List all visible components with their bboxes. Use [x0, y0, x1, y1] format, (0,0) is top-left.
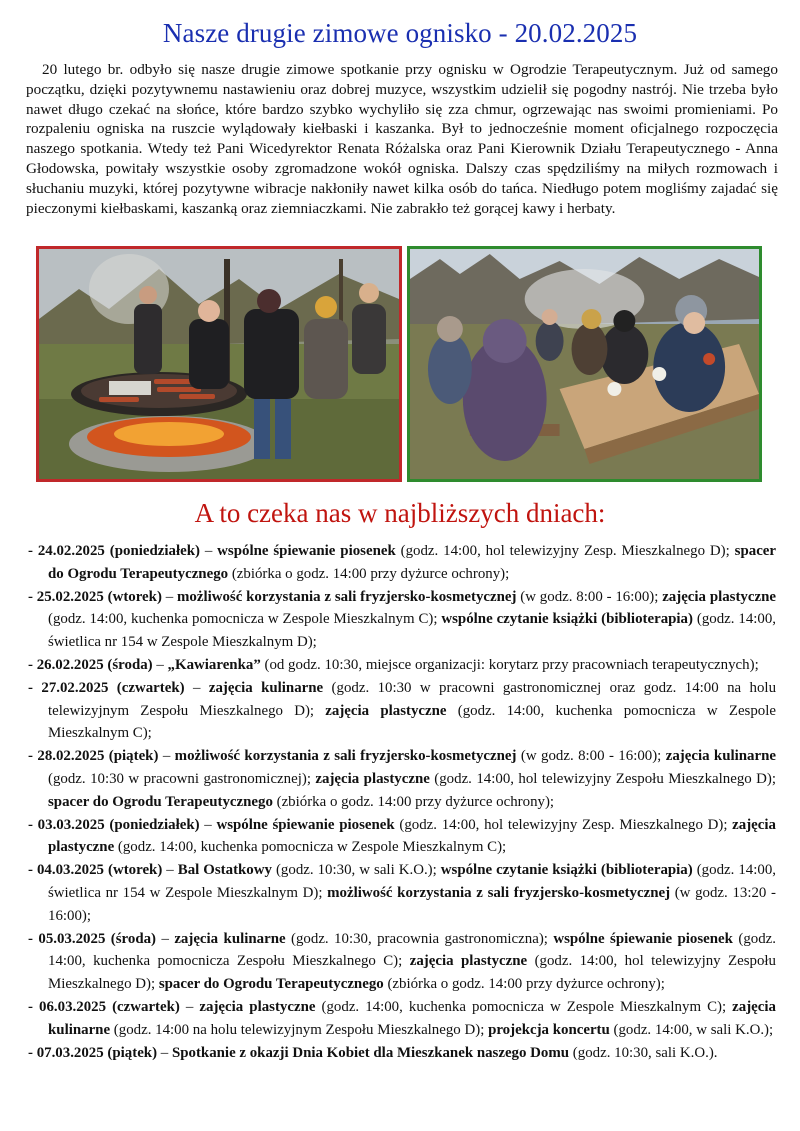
schedule-entry	[24, 586, 776, 654]
schedule-entry	[24, 745, 776, 813]
entry-bold-text: zajęcia plastyczne	[199, 998, 316, 1015]
photo-grill-fire	[36, 246, 402, 482]
entry-text: –	[157, 1044, 172, 1061]
entry-text: (godz. 10:30, pracownia gastronomiczna);	[285, 930, 554, 947]
page-title: Nasze drugie zimowe ognisko - 20.02.2025	[162, 18, 638, 48]
entry-bold-text: zajęcia plastyczne	[48, 816, 776, 856]
entry-bold-text: 24.02.2025 (poniedziałek)	[37, 543, 200, 559]
entry-text: (godz. 14:00, hol telewizyjny Zesp. Mieszkalnego D);	[394, 816, 733, 833]
entry-text: (w godz. 13:20 - 16:00);	[48, 884, 776, 924]
entry-bold-text: zajęcia plastyczne	[662, 588, 776, 605]
entry-text: (w godz. 8:00 - 16:00);	[516, 748, 666, 765]
entry-bold-text: 03.03.2025 (poniedziałek)	[37, 816, 200, 833]
entry-bold-text: 06.03.2025 (czwartek)	[39, 998, 180, 1015]
entry-text: –	[158, 748, 175, 765]
entry-text: (godz. 14:00 na holu telewizyjnym Zespołu Mieszkalnego D);	[110, 1021, 489, 1038]
entry-bold-text: Spotkanie z okazji Dnia Kobiet dla Mieszkanek naszego Domu	[171, 1044, 570, 1061]
entry-bold-text: 05.03.2025 (środa)	[38, 930, 157, 947]
intro-paragraph: 20 lutego br. odbyło się nasze drugie zimowe spotkanie przy ognisku w Ogrodzie Terapeutycznym. Już od samego początku, dzięki pozytywnemu nastawieniu oraz dobrej muzyce, wszystkim udzielił się pogodny nastrój. Nie trzeba było nawet długo czekać na słońce, które bardzo szybko wychyliło się zza chmur, ogrzewając nas swoimi promieniami. Po rozpaleniu ogniska na ruszcie wylądowały kiełbaski i kaszanka. Był to jednocześnie moment oficjalnego rozpoczęcia naszego spotkania. Wtedy też Pani Wicedyrektor Renata Różalska oraz Pani Kierownik Działu Terapeutycznego - Anna Głodowska, powitały wszystkie osoby zgromadzone wokół ogniska. Dalszy czas spędziliśmy na miłych rozmowach i słuchaniu muzyki, której pozytywne wibracje nakłoniły nawet kilka osób do tańca. Niedługo potem mogliśmy zajadać się pieczonymi kiełbaskami, kaszanką oraz ziemniaczkami. Nie zabrakło też gorącej kawy i herbaty.	[26, 61, 778, 217]
entry-text: –	[161, 588, 177, 605]
schedule-entry	[24, 928, 776, 996]
entry-text: (godz. 14:00, hol telewizyjny Zespołu Mieszkalnego D);	[429, 770, 777, 787]
entry-text: –	[199, 543, 218, 559]
entry-bold-text: zajęcia kulinarne	[174, 930, 286, 947]
entry-text: (godz. 10:30 w pracowni gastronomicznej oraz godz. 14:00 na holu telewizyjnym Zespołu Mieszkalnego D);	[48, 679, 777, 719]
entry-bold-text: „Kawiarenka”	[167, 656, 261, 673]
entry-bold-text: wspólne śpiewanie piosenek	[553, 930, 733, 947]
entry-text: –	[162, 862, 178, 879]
entry-text: (godz. 14:00, kuchenka pomocnicza w Zespole Mieszkalnym C);	[315, 998, 733, 1015]
entry-bold-text: zajęcia kulinarne	[208, 679, 324, 696]
event-schedule-list	[24, 540, 776, 1064]
entry-bold-text: możliwość korzystania z sali fryzjersko-kosmetycznej	[177, 588, 517, 605]
entry-text: (godz. 14:00, hol telewizyjny Zespołu Mieszkalnego D);	[48, 953, 776, 993]
entry-bold-text: spacer do Ogrodu Terapeutycznego	[48, 543, 777, 582]
entry-dash: -	[28, 543, 38, 559]
entry-text: –	[152, 656, 168, 673]
entry-text: –	[156, 930, 175, 947]
entry-bold-text: zajęcia plastyczne	[315, 770, 430, 787]
entry-bold-text: spacer do Ogrodu Terapeutycznego	[158, 976, 384, 993]
entry-bold-text: 07.03.2025 (piątek)	[36, 1044, 158, 1061]
entry-dash: -	[28, 1044, 37, 1061]
entry-bold-text: wspólne śpiewanie piosenek	[216, 816, 395, 833]
entry-text: (godz. 10:30, sali K.O.).	[569, 1044, 718, 1061]
entry-dash: -	[28, 588, 37, 605]
upcoming-events-heading: A to czeka nas w najbliższych dniach:	[194, 498, 606, 528]
bonfire-grill-image	[39, 249, 399, 479]
entry-dash: -	[28, 656, 37, 673]
entry-bold-text: 04.03.2025 (wtorek)	[36, 862, 163, 879]
entry-bold-text: 28.02.2025 (piątek)	[37, 748, 159, 765]
entry-text: (godz. 10:30 w pracowni gastronomicznej);	[48, 770, 316, 787]
entry-text: (od godz. 10:30, miejsce organizacji: korytarz przy pracowniach terapeutycznych);	[260, 656, 759, 673]
entry-dash: -	[28, 748, 38, 765]
entry-text: (godz. 14:00, świetlica nr 154 w Zespole Mieszkalnym D);	[48, 862, 777, 901]
entry-bold-text: wspólne czytanie książki (biblioterapia)	[441, 611, 693, 628]
photo-picnic-table	[407, 246, 762, 482]
entry-text: (godz. 14:00, świetlica nr 154 w Zespole Mieszkalnym D);	[48, 611, 777, 651]
schedule-entry	[24, 814, 776, 860]
entry-bold-text: 27.02.2025 (czwartek)	[41, 679, 185, 696]
entry-bold-text: możliwość korzystania z sali fryzjersko-kosmetycznej	[174, 748, 517, 765]
entry-text: (godz. 14:00, kuchenka pomocnicza Zespołu Mieszkalnego C);	[48, 930, 776, 970]
entry-bold-text: 26.02.2025 (środa)	[36, 656, 153, 673]
schedule-entry	[24, 677, 776, 745]
schedule-entry	[24, 996, 776, 1042]
entry-text: (godz. 10:30, w sali K.O.);	[271, 862, 441, 879]
entry-bold-text: wspólne czytanie książki (biblioterapia)	[440, 862, 693, 879]
entry-text: (godz. 14:00, hol telewizyjny Zesp. Mieszkalnego D);	[395, 543, 735, 559]
entry-text: (w godz. 8:00 - 16:00);	[516, 588, 663, 605]
entry-text: (zbiórka o godz. 14:00 przy dyżurce ochrony);	[228, 565, 510, 582]
schedule-entry	[24, 540, 776, 586]
entry-text: –	[199, 816, 217, 833]
entry-bold-text: zajęcia kulinarne	[48, 998, 776, 1038]
schedule-entry	[24, 859, 776, 927]
entry-bold-text: zajęcia kulinarne	[665, 748, 776, 765]
entry-bold-text: spacer do Ogrodu Terapeutycznego	[48, 793, 273, 810]
schedule-entry	[24, 654, 776, 677]
entry-bold-text: projekcja koncertu	[488, 1021, 610, 1038]
schedule-entry	[24, 1042, 776, 1065]
entry-text: –	[184, 679, 209, 696]
entry-bold-text: wspólne śpiewanie piosenek	[217, 543, 396, 559]
entry-text: (zbiórka o godz. 14:00 przy dyżurce ochrony);	[383, 976, 665, 993]
entry-text: –	[179, 998, 200, 1015]
entry-text: (zbiórka o godz. 14:00 przy dyżurce ochrony);	[272, 793, 555, 810]
entry-bold-text: Bal Ostatkowy	[177, 862, 272, 879]
picnic-table-image	[410, 249, 759, 479]
entry-text: (godz. 14:00, kuchenka pomocnicza w Zespole Mieszkalnym C);	[114, 839, 507, 856]
entry-bold-text: zajęcia plastyczne	[409, 953, 528, 970]
entry-bold-text: możliwość korzystania z sali fryzjersko-kosmetycznej	[327, 884, 671, 901]
entry-dash: -	[28, 930, 39, 947]
entry-text: (godz. 14:00, w sali K.O.);	[609, 1021, 774, 1038]
entry-text: (godz. 14:00, kuchenka pomocnicza w Zespole Mieszkalnym C);	[48, 611, 442, 628]
entry-bold-text: 25.02.2025 (wtorek)	[36, 588, 162, 605]
entry-dash: -	[28, 862, 37, 879]
entry-text: (godz. 14:00, kuchenka pomocnicza w Zespole Mieszkalnym C);	[48, 702, 776, 742]
entry-dash: -	[28, 816, 38, 833]
entry-dash: -	[28, 679, 42, 696]
entry-dash: -	[28, 998, 40, 1015]
entry-bold-text: zajęcia plastyczne	[325, 702, 447, 719]
